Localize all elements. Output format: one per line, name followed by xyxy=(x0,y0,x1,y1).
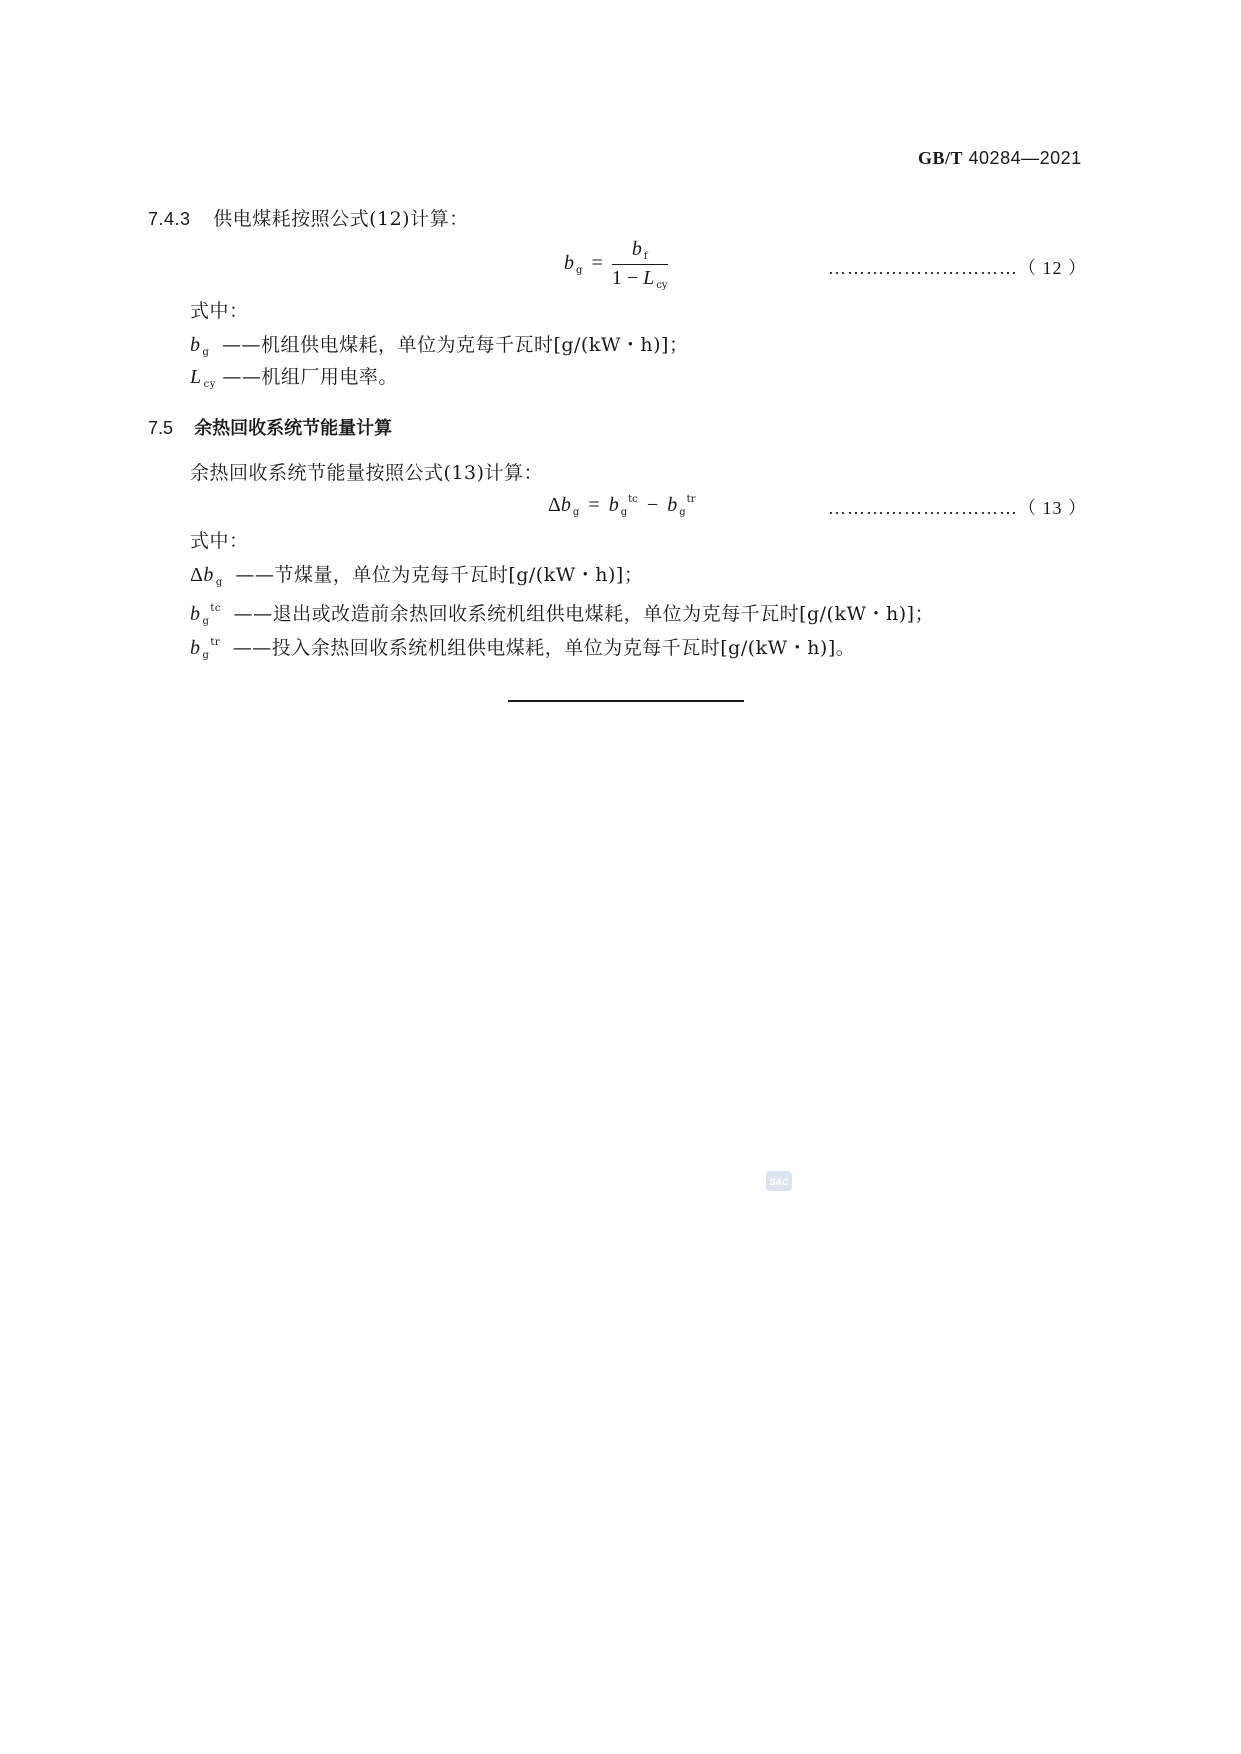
formula-12 xyxy=(564,238,668,291)
equals-sign: = xyxy=(588,494,600,516)
def-text: ——退出或改造前余热回收系统机组供电煤耗，单位为克每千瓦时[g/(kW・h)]； xyxy=(233,603,935,625)
def-sub: g xyxy=(215,577,223,588)
def-sup: tc xyxy=(210,603,222,614)
equation-number-13: …………………………（ 13 ） xyxy=(828,498,1087,518)
def-text: ——节煤量，单位为克每千瓦时[g/(kW・h)]； xyxy=(235,564,644,586)
def-sub: cy xyxy=(203,379,216,390)
definition-delta-bg xyxy=(190,562,643,596)
definition-bg-tr xyxy=(190,630,855,669)
formula-lhs-sub: g xyxy=(572,507,580,518)
def-sup: tr xyxy=(210,637,221,648)
clause-text: 供电煤耗按照公式(12)计算： xyxy=(213,208,469,230)
def-var: b xyxy=(203,564,214,586)
denominator-sub: cy xyxy=(656,280,668,291)
numerator-sub: f xyxy=(643,251,648,262)
term1-sub: g xyxy=(620,507,628,518)
formula-lhs-var: b xyxy=(560,494,571,516)
clause-number: 7.4.3 xyxy=(148,209,191,229)
end-of-document-rule xyxy=(508,700,744,702)
def-sub: g xyxy=(202,347,210,358)
def-var: b xyxy=(190,637,201,659)
section-title: 余热回收系统节能量计算 xyxy=(194,418,393,439)
def-text: ——机组厂用电率。 xyxy=(222,366,398,388)
def-text: ——投入余热回收系统机组供电煤耗，单位为克每千瓦时[g/(kW・h)]。 xyxy=(232,637,856,659)
term1-sup: tc xyxy=(628,494,638,505)
equals-sign: = xyxy=(591,252,603,274)
standard-number-prefix: GB/T xyxy=(918,148,964,168)
term2-sub: g xyxy=(679,507,686,518)
fraction-denominator xyxy=(612,265,668,291)
formula-lhs-var: b xyxy=(564,252,574,274)
formula-13 xyxy=(548,494,695,518)
term1-var: b xyxy=(608,494,619,516)
fraction xyxy=(612,238,668,291)
section-number: 7.5 xyxy=(148,418,174,438)
denominator-var: L xyxy=(643,267,655,289)
def-prefix: Δ xyxy=(190,564,204,586)
def-sub: g xyxy=(202,650,210,661)
equation-number-12: …………………………（ 12 ） xyxy=(828,258,1087,278)
def-var: L xyxy=(190,366,202,388)
def-sub: g xyxy=(202,616,210,627)
definition-lcy xyxy=(190,364,398,398)
denominator-prefix: 1 − xyxy=(611,267,644,289)
standard-number-year: 40284—2021 xyxy=(968,148,1082,168)
def-text: ——机组供电煤耗，单位为克每千瓦时[g/(kW・h)]； xyxy=(221,334,689,356)
term2-sup: tr xyxy=(686,494,696,505)
where-label: 式中： xyxy=(190,530,249,552)
section-7-5-text: 余热回收系统节能量按照公式(13)计算： xyxy=(190,462,544,484)
definition-bg xyxy=(190,332,688,366)
clause-7-4-3 xyxy=(148,206,469,232)
def-var: b xyxy=(190,334,201,356)
fraction-numerator xyxy=(612,238,668,265)
sac-logo-watermark-icon xyxy=(764,1166,794,1196)
where-label: 式中： xyxy=(190,300,249,322)
term2-var: b xyxy=(667,494,678,516)
minus-sign: − xyxy=(646,494,659,516)
numerator-var: b xyxy=(631,238,642,260)
delta-symbol: Δ xyxy=(548,494,561,516)
def-var: b xyxy=(190,603,201,625)
svg-text:SAC: SAC xyxy=(769,1177,789,1187)
standard-number xyxy=(918,148,1082,169)
formula-lhs-sub: g xyxy=(576,265,583,276)
section-7-5-heading xyxy=(148,414,392,440)
